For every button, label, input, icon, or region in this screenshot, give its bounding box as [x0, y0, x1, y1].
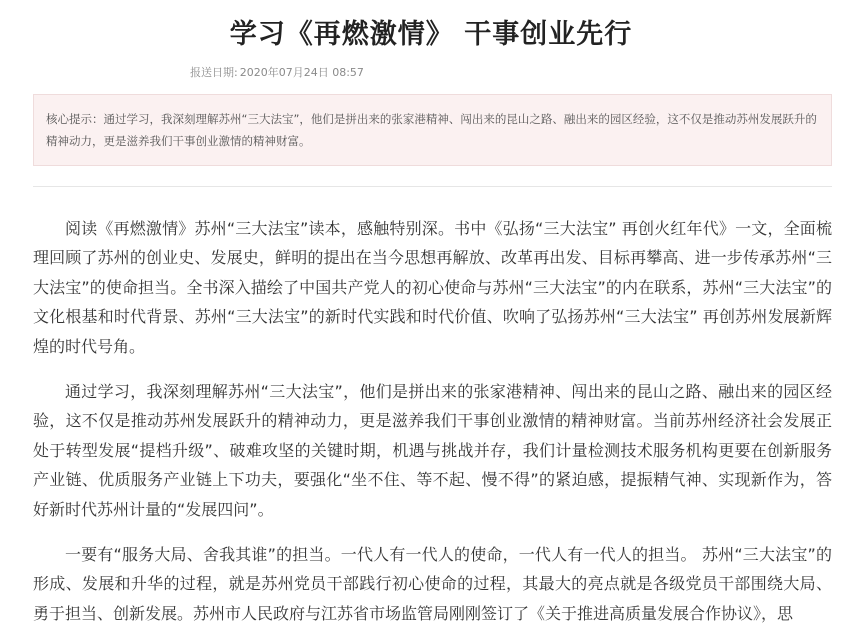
divider — [33, 186, 832, 187]
article-paragraph: 一要有“服务大局、舍我其谁”的担当。一代人有一代人的使命，一代人有一代人的担当。 苏州“三大法宝”的形成、发展和升华的过程，就是苏州党员干部践行初心使命的过程，其最大的亮点就是各级党员干部围绕大局、勇于担当、创新发展。苏州市人民政府与江苏省市场监管局刚刚签订了《关于推进高质量发展合作协议》，思 — [33, 545, 832, 623]
date-label: 报送日期: — [190, 66, 238, 79]
article-meta — [190, 64, 364, 80]
article-paragraph: 通过学习，我深刻理解苏州“三大法宝”，他们是拼出来的张家港精神、闯出来的昆山之路、融出来的园区经验，这不仅是推动苏州发展跃升的精神动力，更是滋养我们干事创业激情的精神财富。当前苏州经济社会发展正处于转型发展“提档升级”、破难攻坚的关键时期，机遇与挑战并存，我们计量检测技术服务机构更要在创新服务产业链、优质服务产业链上下功夫，要强化“坐不住、等不起、慢不得”的紧迫感，提振精气神、实现新作为，答好新时代苏州计量的“发展四问”。 — [33, 382, 832, 519]
article-body — [33, 214, 832, 644]
article-paragraph: 阅读《再燃激情》苏州“三大法宝”读本，感触特别深。书中《弘扬“三大法宝” 再创火红年代》一文，全面梳理回顾了苏州的创业史、发展史，鲜明的提出在当今思想再解放、改革再出发、目标再攀高、进一步传承苏州“三大法宝”的使命担当。全书深入描绘了中国共产党人的初心使命与苏州“三大法宝”的内在联系，苏州“三大法宝”的文化根基和时代背景、苏州“三大法宝”的新时代实践和时代价值、吹响了弘扬苏州“三大法宝” 再创苏州发展新辉煌的时代号角。 — [33, 219, 832, 356]
date-value: 2020年07月24日 08:57 — [239, 66, 364, 79]
summary-box: 核心提示：通过学习，我深刻理解苏州“三大法宝”，他们是拼出来的张家港精神、闯出来的昆山之路、融出来的园区经验，这不仅是推动苏州发展跃升的精神动力，更是滋养我们干事创业激情的精神财富。 — [33, 94, 832, 166]
article-title: 学习《再燃激情》 干事创业先行 — [229, 19, 633, 50]
